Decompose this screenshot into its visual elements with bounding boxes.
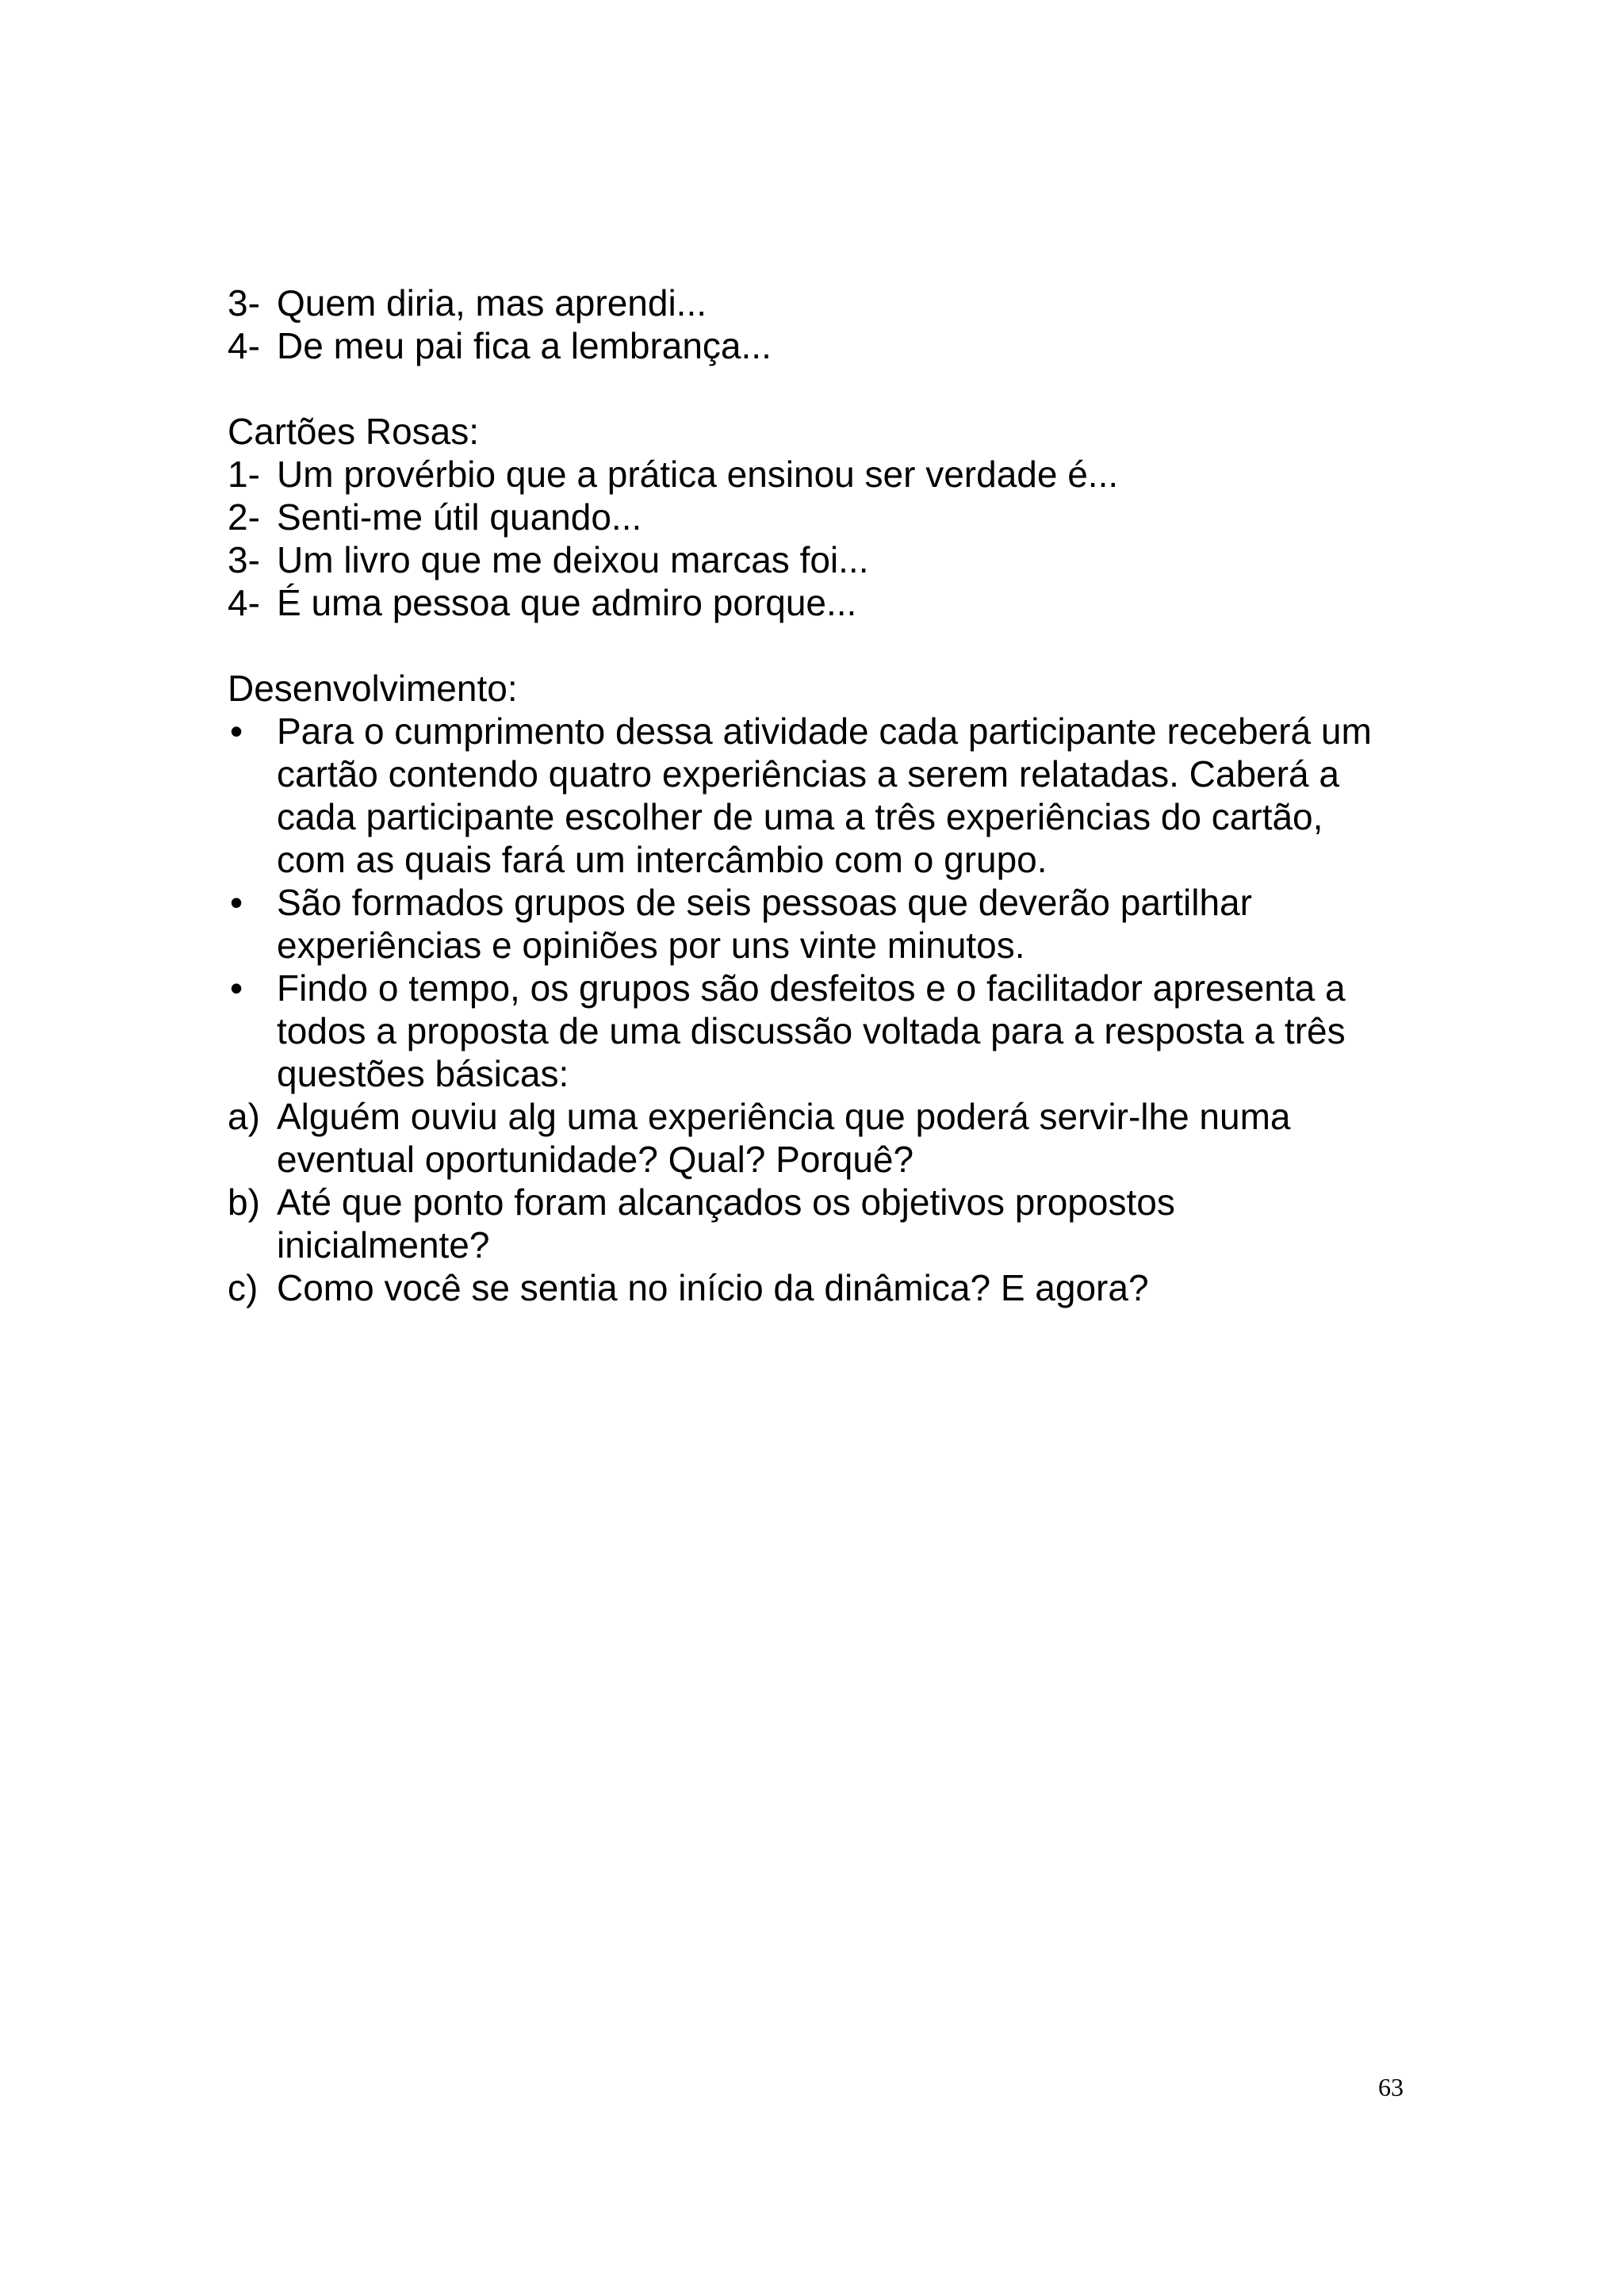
text-line: Findo o tempo, os grupos são desfeitos e o facilitador apresenta a [277,967,1346,1009]
spacer [228,624,1401,667]
text-line: São formados grupos de seis pessoas que deverão partilhar [277,882,1252,923]
list-item-number: 1- [228,454,260,495]
bullet-item-text [277,881,1401,967]
question-text [277,1181,1401,1266]
list-item-text: É uma pessoa que admiro porque... [277,582,857,623]
bullet-item-text [277,710,1401,881]
list-item-text: Senti-me útil quando... [277,496,642,538]
list-item [228,538,1401,581]
question-letter: b) [228,1181,260,1223]
bullet-item [228,881,1401,967]
spacer [228,367,1401,410]
text-line: cada participante escolher de uma a três experiências do cartão, [277,796,1323,837]
list-item-text: Um provérbio que a prática ensinou ser verdade é... [277,454,1119,495]
bullet-icon: • [230,882,243,923]
section-heading-pink-cards: Cartões Rosas: [228,411,480,452]
question-letter: c) [228,1267,259,1308]
question-item [228,1181,1401,1266]
list-item-text: Um livro que me deixou marcas foi... [277,539,869,580]
section-heading-development: Desenvolvimento: [228,668,518,709]
question-item [228,1095,1401,1181]
bullet-icon: • [230,710,243,752]
text-line: cartão contendo quatro experiências a serem relatadas. Caberá a [277,753,1339,795]
text-line: experiências e opiniões por uns vinte minutos. [277,925,1025,966]
text-line: Até que ponto foram alcançados os objetivos propostos [277,1181,1175,1223]
text-line: Para o cumprimento dessa atividade cada participante receberá um [277,710,1372,752]
list-item [228,324,1401,367]
bullet-icon: • [230,967,243,1009]
list-item-number: 3- [228,539,260,580]
question-text [277,1095,1401,1181]
question-text [277,1266,1401,1309]
list-item-number: 2- [228,496,260,538]
list-item [228,496,1401,538]
list-item-number: 3- [228,282,260,324]
list-item-text: Quem diria, mas aprendi... [277,282,707,324]
list-item [228,281,1401,324]
text-line: com as quais fará um intercâmbio com o grupo. [277,839,1048,880]
list-item [228,453,1401,496]
text-line: Como você se sentia no início da dinâmica? E agora? [277,1267,1149,1308]
text-line: questões básicas: [277,1053,569,1094]
text-line: todos a proposta de uma discussão voltada para a resposta a três [277,1010,1346,1051]
bullet-item-text [277,967,1401,1095]
page-content [228,281,1401,1309]
bullet-item [228,967,1401,1095]
question-item [228,1266,1401,1309]
list-item-text: De meu pai fica a lembrança... [277,325,772,366]
text-line: Alguém ouviu alg uma experiência que poderá servir-lhe numa [277,1096,1291,1137]
list-item [228,581,1401,624]
text-line: eventual oportunidade? Qual? Porquê? [277,1139,914,1180]
question-letter: a) [228,1096,260,1137]
bullet-item [228,710,1401,881]
page-number: 63 [1378,2073,1404,2101]
list-item-number: 4- [228,582,260,623]
list-item-number: 4- [228,325,260,366]
text-line: inicialmente? [277,1224,490,1266]
